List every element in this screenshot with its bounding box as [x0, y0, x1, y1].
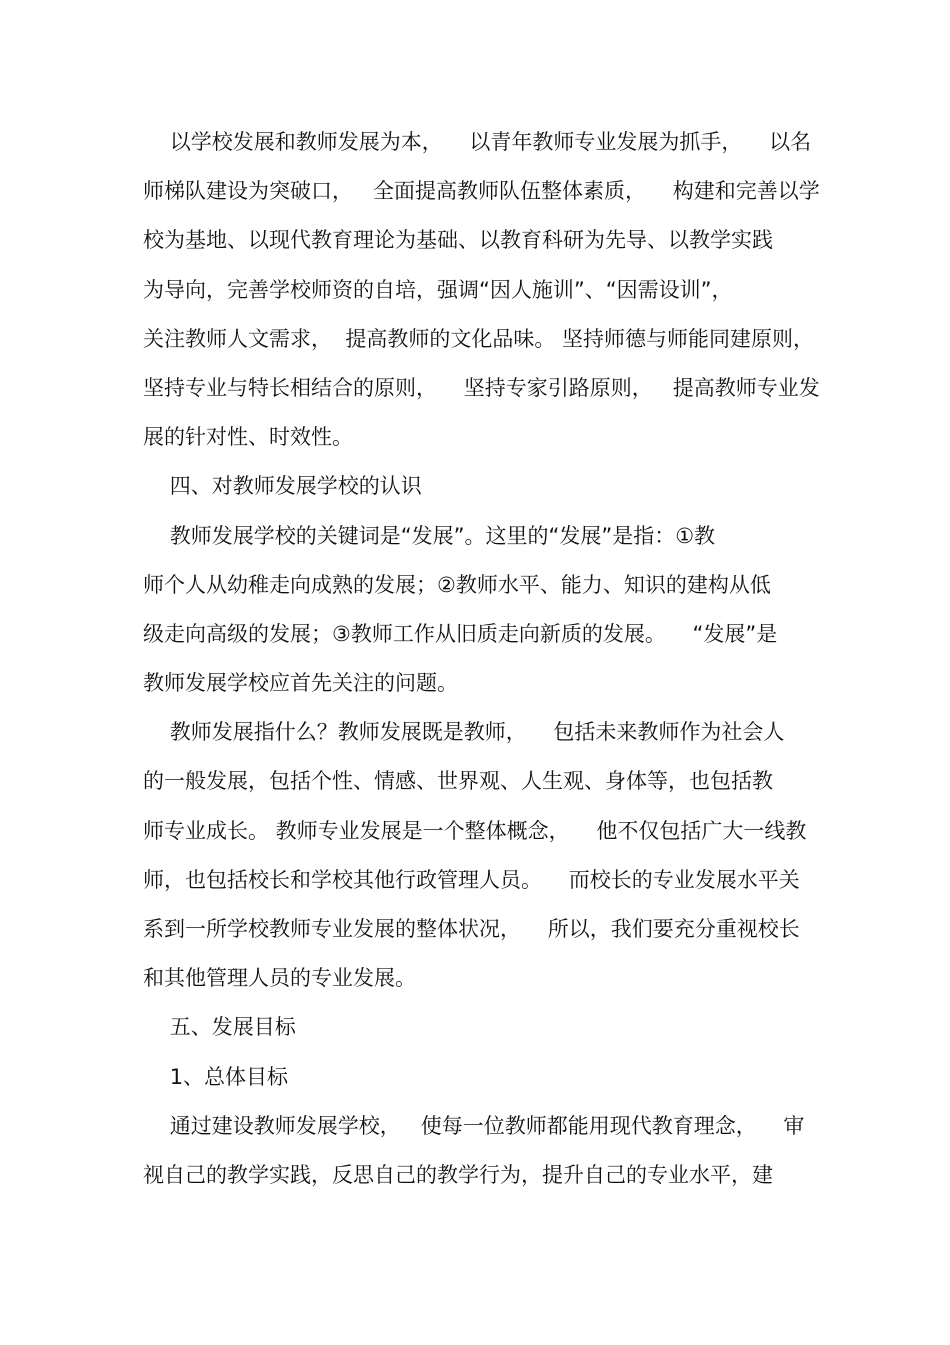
text-line: 师，也包括校长和学校其他行政管理人员。 而校长的专业发展水平关 — [143, 867, 800, 892]
text-line: 教师发展指什么？教师发展既是教师， 包括未来教师作为社会人 — [143, 720, 785, 745]
text-line: 系到一所学校教师专业发展的整体状况， 所以，我们要充分重视校长 — [143, 917, 800, 941]
text-line: 师梯队建设为突破口， 全面提高教师队伍整体素质， 构建和完善以学 — [143, 179, 820, 204]
section-heading: 五、发展目标 — [143, 1015, 296, 1040]
text-line: 和其他管理人员的专业发展。 — [143, 966, 416, 991]
text-line: 师专业成长。 教师专业发展是一个整体概念， 他不仅包括广大一线教 — [143, 818, 807, 843]
text-line: 教师发展学校应首先关注的问题。 — [143, 671, 458, 696]
text-line: 的一般发展，包括个性、情感、世界观、人生观、身体等，也包括教 — [143, 769, 773, 794]
text-line: 为导向，完善学校师资的自培，强调“因人施训”、“因需设训”， — [143, 277, 733, 302]
text-line: 以学校发展和教师发展为本， 以青年教师专业发展为抓手， 以名 — [143, 130, 812, 154]
text-line: 坚持专业与特长相结合的原则， 坚持专家引路原则， 提高教师专业发 — [143, 375, 820, 400]
section-heading: 四、对教师发展学校的认识 — [143, 474, 422, 499]
text-line: 视自己的教学实践，反思自己的教学行为，提升自己的专业水平，建 — [143, 1162, 773, 1187]
text-line: 展的针对性、时效性。 — [143, 425, 353, 450]
text-line: 关注教师人文需求， 提高教师的文化品味。 坚持师德与师能同建原则， — [143, 326, 815, 351]
subsection-heading: 1、总体目标 — [143, 1064, 289, 1089]
text-line: 级走向高级的发展；③教师工作从旧质走向新质的发展。 “发展”是 — [143, 621, 778, 646]
text-line: 师个人从幼稚走向成熟的发展；②教师水平、能力、知识的建构从低 — [143, 572, 771, 597]
document-body — [143, 118, 823, 1200]
text-line: 通过建设教师发展学校， 使每一位教师都能用现代教育理念， 审 — [143, 1113, 805, 1138]
text-line: 教师发展学校的关键词是“发展”。这里的“发展”是指：①教 — [143, 523, 716, 548]
text-line: 校为基地、以现代教育理论为基础、以教育科研为先导、以教学实践 — [143, 228, 773, 253]
